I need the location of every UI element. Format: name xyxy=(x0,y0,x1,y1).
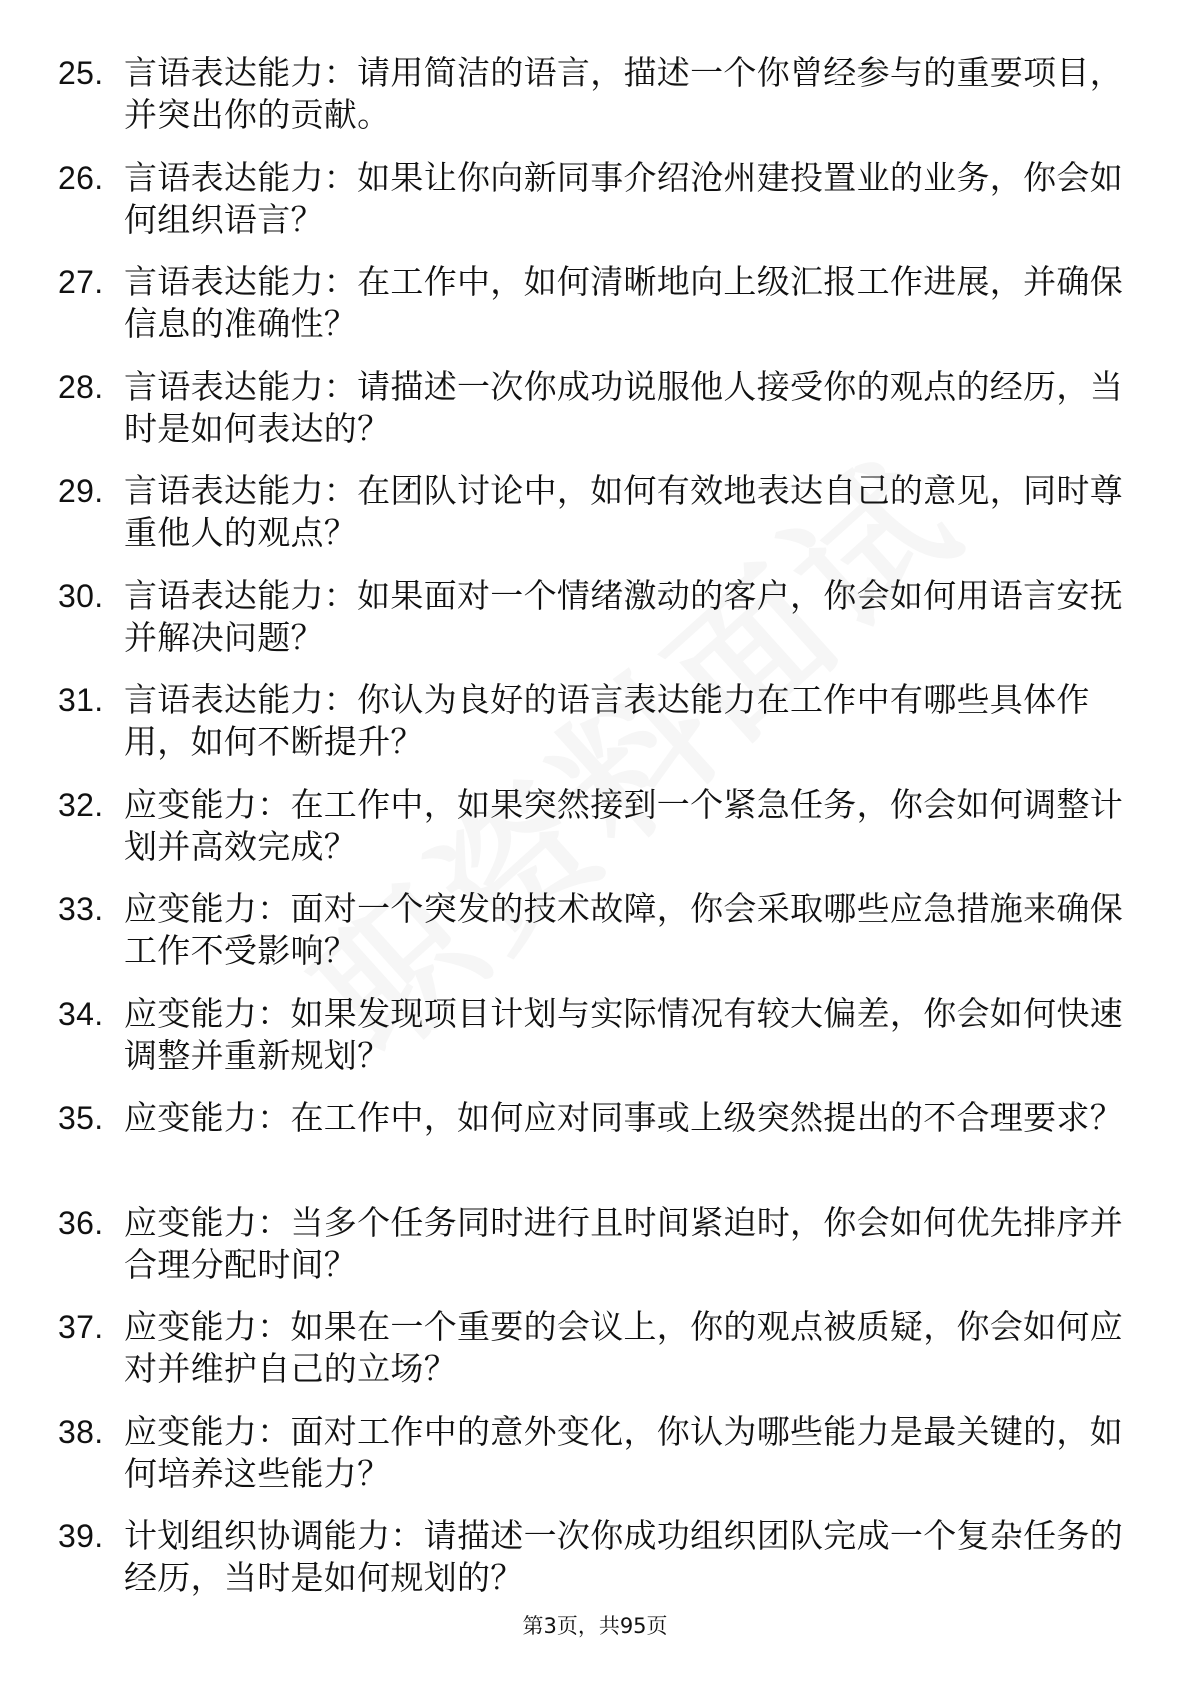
question-number: 30. xyxy=(58,577,104,614)
question-number: 31. xyxy=(58,682,104,718)
question-text: 应变能力：在工作中，如何应对同事或上级突然提出的不合理要求？ xyxy=(124,1098,1123,1137)
question-item xyxy=(58,1411,1128,1495)
question-number: 38. xyxy=(58,1413,104,1450)
question-item xyxy=(58,52,1128,136)
question-text: 言语表达能力：你认为良好的语言表达能力在工作中有哪些具体作用，如何不断提升？ xyxy=(124,680,1090,761)
question-text: 言语表达能力：请用简洁的语言，描述一个你曾经参与的重要项目，并突出你的贡献。 xyxy=(124,53,1123,134)
question-number: 37. xyxy=(58,1309,104,1345)
question-number: 36. xyxy=(58,1204,104,1241)
question-number: 34. xyxy=(58,995,104,1032)
question-number: 25. xyxy=(58,55,104,91)
question-number: 26. xyxy=(58,159,104,196)
question-list xyxy=(58,52,1128,1620)
question-number: 33. xyxy=(58,891,104,927)
question-item xyxy=(58,1306,1128,1390)
question-text: 言语表达能力：如果让你向新同事介绍沧州建投置业的业务，你会如何组织语言？ xyxy=(124,157,1123,239)
question-text: 言语表达能力：在团队讨论中，如何有效地表达自己的意见，同时尊重他人的观点？ xyxy=(124,471,1123,552)
question-text: 应变能力：如果在一个重要的会议上，你的观点被质疑，你会如何应对并维护自己的立场？ xyxy=(124,1307,1123,1388)
question-text: 计划组织协调能力：请描述一次你成功组织团队完成一个复杂任务的经历，当时是如何规划的？ xyxy=(124,1516,1123,1597)
question-item xyxy=(58,1202,1128,1286)
question-number: 39. xyxy=(58,1518,104,1554)
question-item xyxy=(58,1515,1128,1599)
question-text: 言语表达能力：请描述一次你成功说服他人接受你的观点的经历，当时是如何表达的？ xyxy=(124,366,1123,448)
question-item xyxy=(58,470,1128,554)
question-number: 32. xyxy=(58,786,104,823)
question-text: 应变能力：面对一个突发的技术故障，你会采取哪些应急措施来确保工作不受影响？ xyxy=(124,889,1123,970)
question-item xyxy=(58,679,1128,763)
question-text: 应变能力：在工作中，如果突然接到一个紧急任务，你会如何调整计划并高效完成？ xyxy=(124,784,1123,866)
question-number: 28. xyxy=(58,368,104,405)
question-text: 应变能力：面对工作中的意外变化，你认为哪些能力是最关键的，如何培养这些能力？ xyxy=(124,1411,1123,1493)
question-number: 27. xyxy=(58,264,104,300)
page-number-label: 第3页，共95页 xyxy=(522,1614,668,1638)
question-item xyxy=(58,993,1128,1077)
question-text: 言语表达能力：在工作中，如何清晰地向上级汇报工作进展，并确保信息的准确性？ xyxy=(124,262,1123,343)
question-text: 应变能力：当多个任务同时进行且时间紧迫时，你会如何优先排序并合理分配时间？ xyxy=(124,1202,1123,1284)
question-number: 29. xyxy=(58,473,104,509)
question-number: 35. xyxy=(58,1100,104,1136)
question-item xyxy=(58,157,1128,241)
question-text: 应变能力：如果发现项目计划与实际情况有较大偏差，你会如何快速调整并重新规划？ xyxy=(124,993,1123,1075)
question-item xyxy=(58,784,1128,868)
question-item xyxy=(58,575,1128,659)
question-item xyxy=(58,1097,1128,1181)
question-item xyxy=(58,888,1128,972)
question-item xyxy=(58,366,1128,450)
question-item xyxy=(58,261,1128,345)
question-text: 言语表达能力：如果面对一个情绪激动的客户，你会如何用语言安抚并解决问题？ xyxy=(124,575,1123,657)
